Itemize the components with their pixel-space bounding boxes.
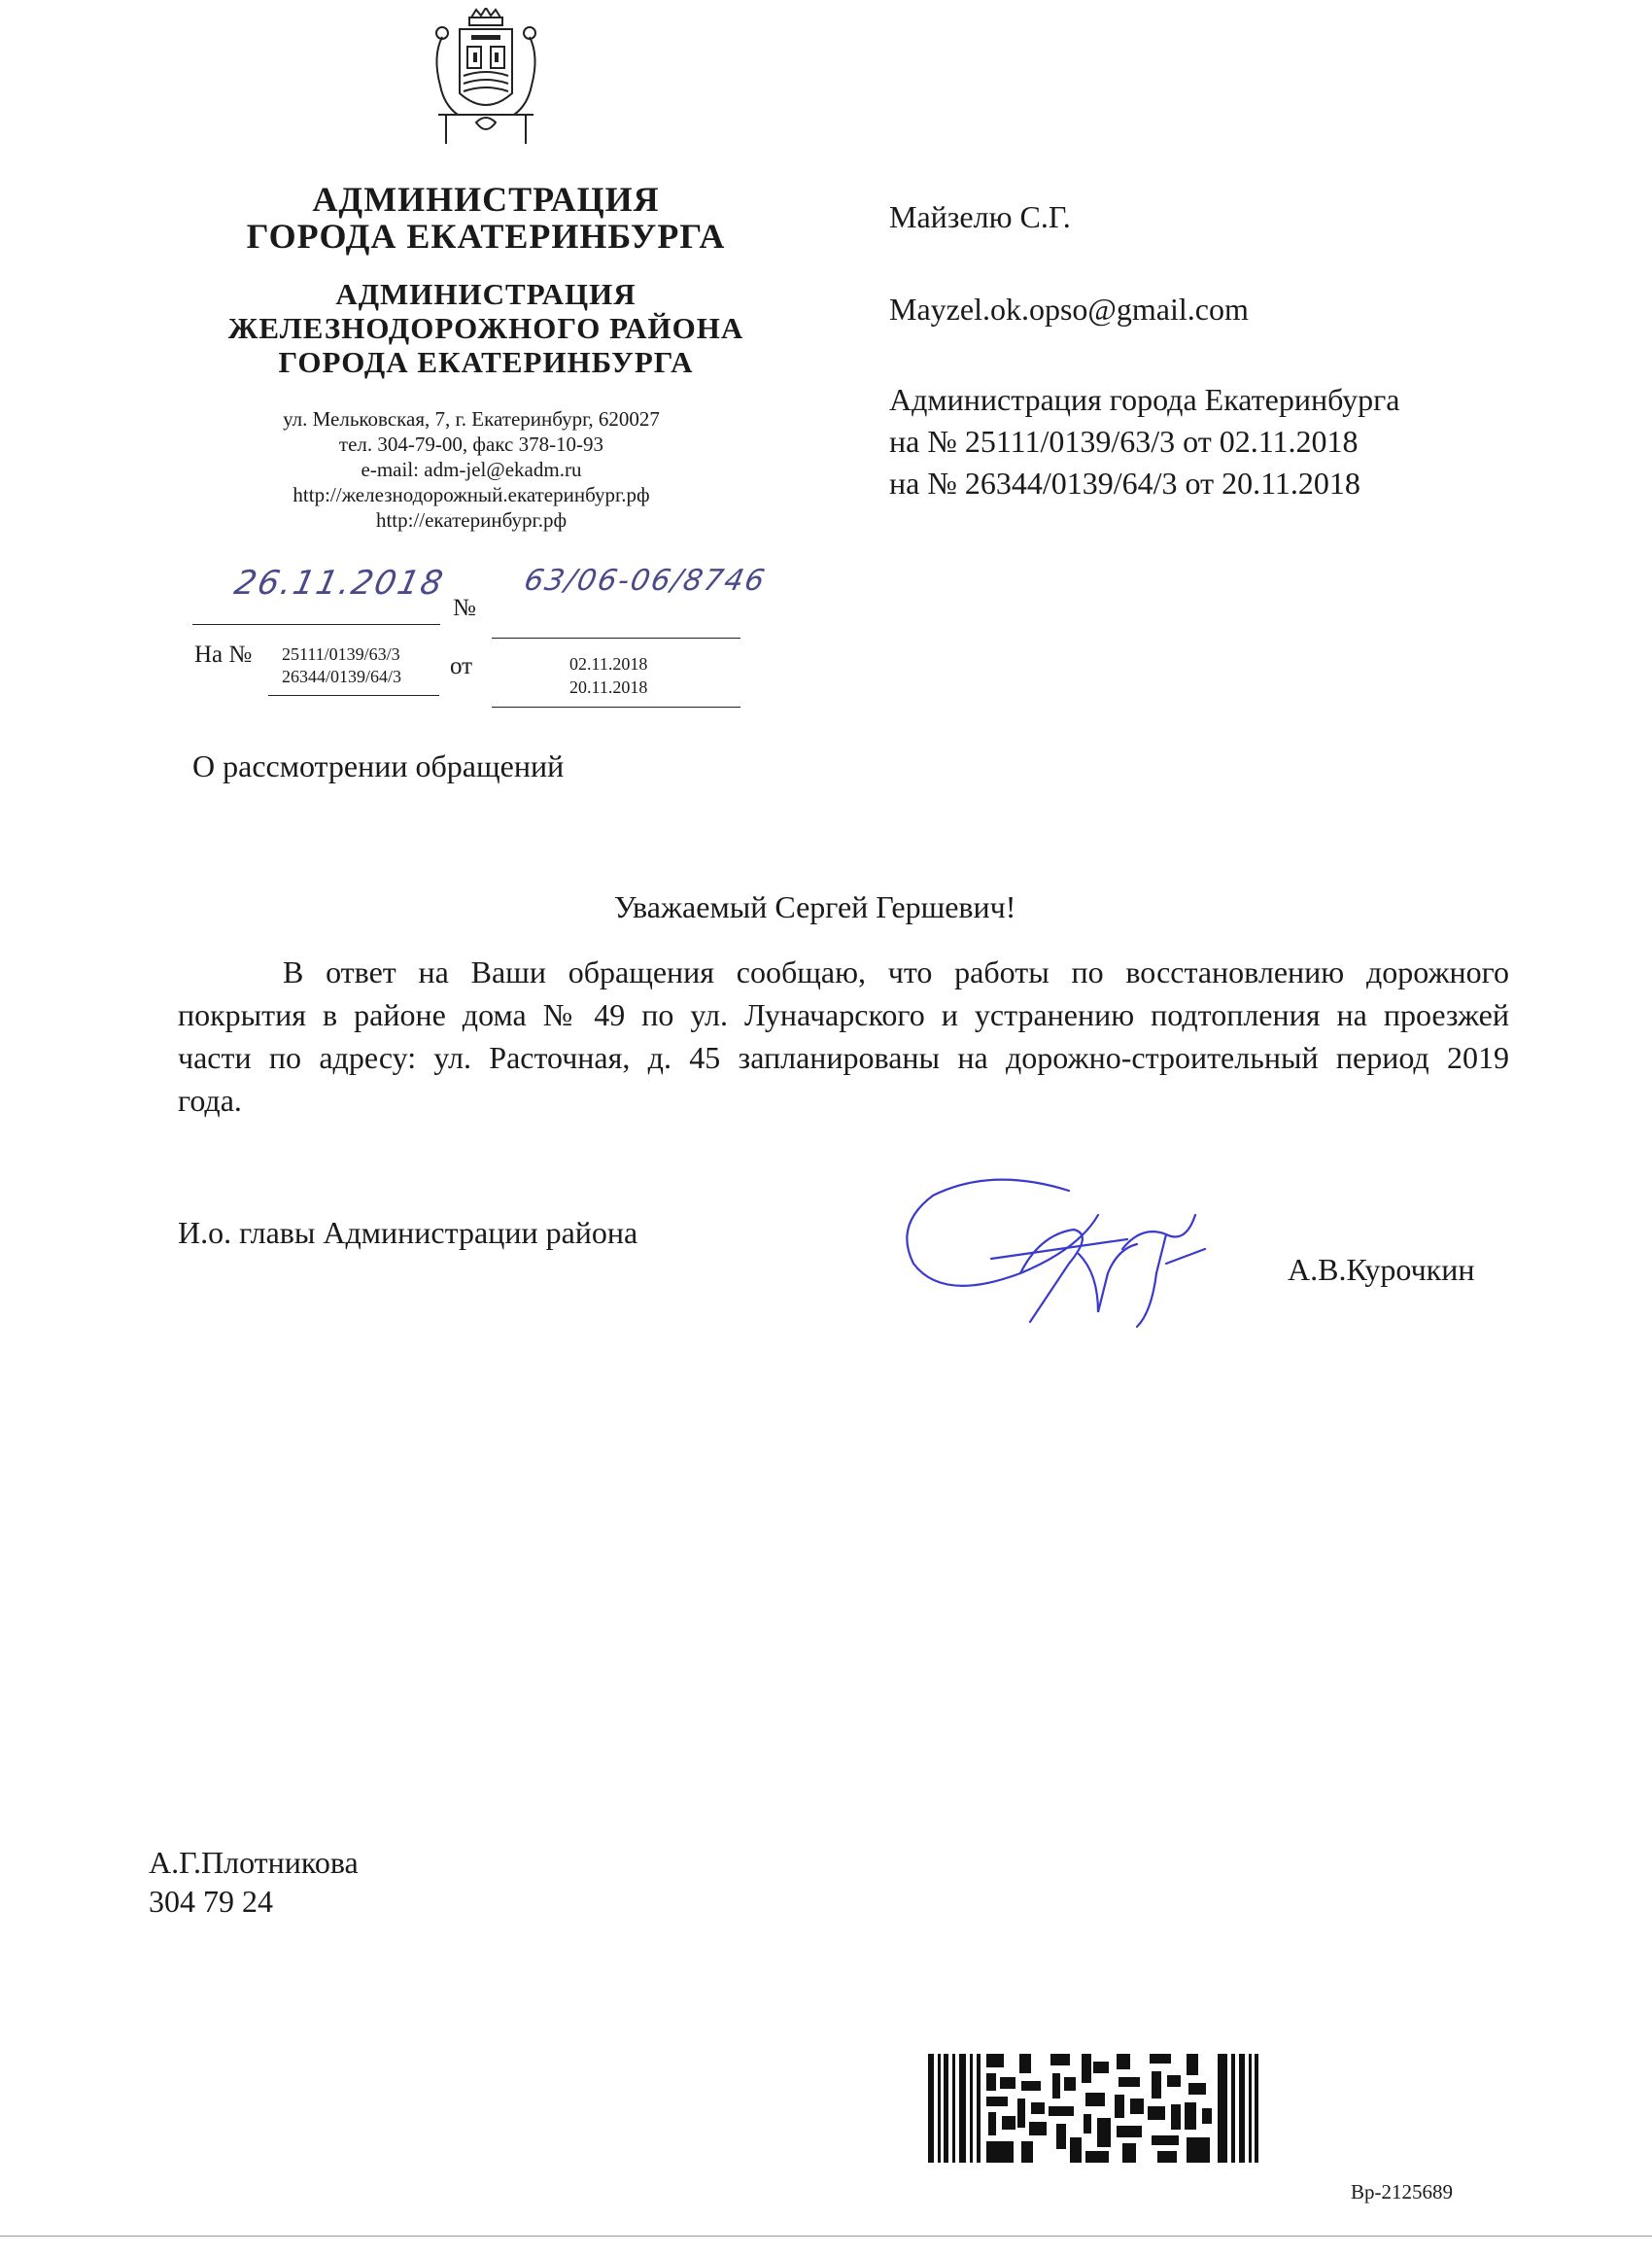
contact-site-district: http://железнодорожный.екатеринбург.рф: [293, 483, 650, 506]
district-line1: АДМИНИСТРАЦИЯ: [335, 277, 637, 311]
signatory-name: А.В.Курочкин: [1288, 1252, 1475, 1287]
signatory-position: И.о. главы Администрации района: [178, 1215, 638, 1250]
city-admin-title: [175, 181, 797, 255]
letter-subject: О рассмотрении обращений: [192, 748, 565, 783]
from-label: от: [450, 653, 473, 679]
district-admin-title: [175, 277, 797, 379]
contact-phone: тел. 304-79-00, факс 378-10-93: [338, 433, 604, 456]
scan-edge-line: [0, 2236, 1652, 2237]
barcode-number: Вр-2125689: [1351, 2180, 1453, 2203]
addressee-ref-line1: Администрация города Екатеринбурга: [889, 382, 1400, 417]
district-line3: ГОРОДА ЕКАТЕРИНБУРГА: [278, 345, 694, 379]
addressee-name: Майзелю С.Г.: [889, 199, 1071, 234]
ref-date-2: 20.11.2018: [569, 677, 648, 697]
ref-number-2: 26344/0139/64/3: [282, 667, 402, 686]
number-label: №: [453, 595, 476, 621]
ref-date-underline: [492, 707, 740, 708]
addressee-ref-line2: на № 25111/0139/63/3 от 02.11.2018: [889, 424, 1359, 459]
city-admin-line1: АДМИНИСТРАЦИЯ: [312, 180, 660, 219]
handwritten-signature-icon: [875, 1157, 1244, 1341]
number-underline: [492, 638, 740, 639]
outgoing-date: 26.11.2018: [230, 564, 448, 603]
contact-email: e-mail: adm-jel@ekadm.ru: [361, 458, 582, 481]
date-underline: [192, 624, 440, 625]
barcode-icon: [928, 2054, 1258, 2163]
ref-date-1: 02.11.2018: [569, 654, 648, 674]
addressee-email: Mayzel.ok.opso@gmail.com: [889, 292, 1249, 327]
executor-phone: 304 79 24: [149, 1884, 273, 1919]
ref-underline: [268, 695, 439, 696]
ref-label: На №: [194, 642, 253, 668]
district-line2: ЖЕЛЕЗНОДОРОЖНОГО РАЙОНА: [227, 311, 744, 345]
city-admin-line2: ГОРОДА ЕКАТЕРИНБУРГА: [246, 217, 726, 256]
contact-address: ул. Мельковская, 7, г. Екатеринбург, 620027: [283, 407, 660, 431]
letter-body: В ответ на Ваши обращения сообщаю, что работы по восстановлению дорожного покрытия в районе дома № 49 по ул. Луначарского и устранению подтопления на проезжей части по адресу: ул. Расточная, д. 45 запланированы на дорожно-строительный период 2019 года.: [178, 954, 1509, 1118]
coat-of-arms-icon: [413, 8, 559, 154]
executor-name: А.Г.Плотникова: [149, 1845, 359, 1880]
contact-site-city: http://екатеринбург.рф: [375, 508, 568, 532]
contact-block: [204, 406, 739, 533]
addressee-ref-line3: на № 26344/0139/64/3 от 20.11.2018: [889, 466, 1360, 501]
outgoing-number: 63/06-06/8746: [521, 564, 770, 598]
ref-number-1: 25111/0139/63/3: [282, 644, 400, 664]
salutation: Уважаемый Сергей Гершевич!: [614, 889, 1016, 924]
